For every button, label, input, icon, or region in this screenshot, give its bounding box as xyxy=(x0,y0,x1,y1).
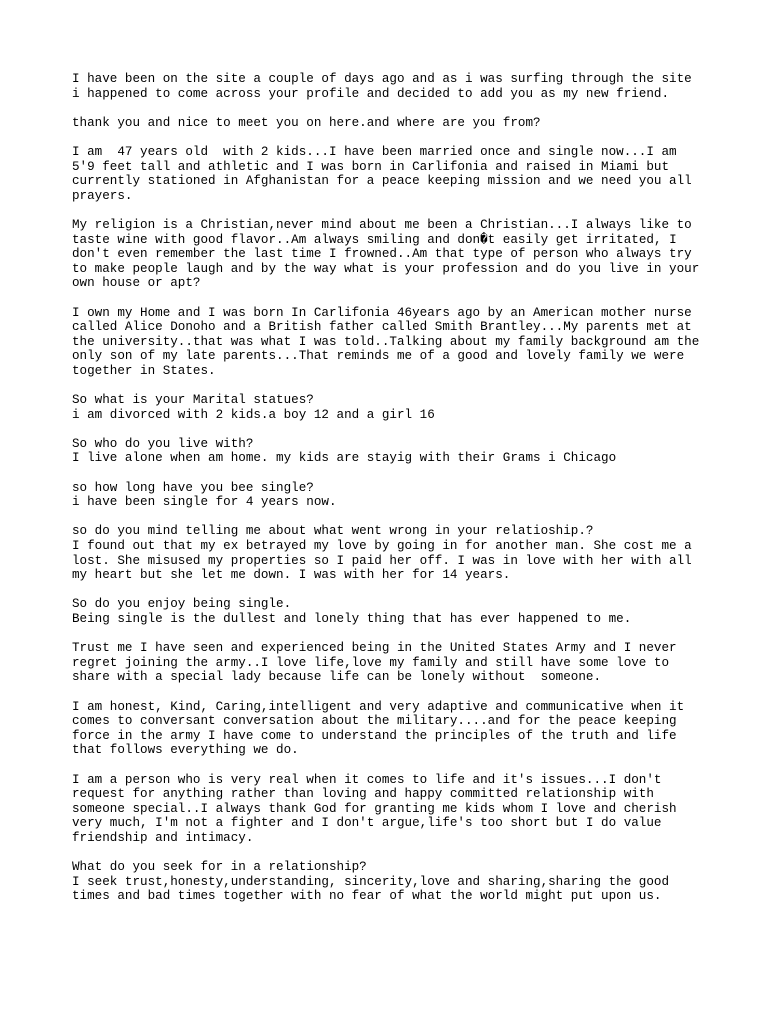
text-line: force in the army I have come to understand the principles of the truth and life xyxy=(72,728,677,743)
paragraph xyxy=(72,306,712,379)
text-line: lost. She misused my properties so I paid her off. I was in love with her with all xyxy=(72,553,692,568)
text-line: I am 47 years old with 2 kids...I have been married once and single now...I am xyxy=(72,144,677,159)
text-line: so how long have you bee single? xyxy=(72,480,314,495)
text-line: prayers. xyxy=(72,188,133,203)
text-line: So what is your Marital statues? xyxy=(72,393,314,408)
paragraph xyxy=(72,860,712,904)
text-line: currently stationed in Afghanistan for a peace keeping mission and we need you all xyxy=(72,174,692,189)
text-line: i happened to come across your profile and decided to add you as my new friend. xyxy=(72,86,670,101)
text-line: i have been single for 4 years now. xyxy=(72,495,337,510)
text-line: the university..that was what I was told..Talking about my family background am the xyxy=(72,334,700,349)
text-line: So do you enjoy being single. xyxy=(72,597,292,612)
paragraph xyxy=(72,773,712,846)
paragraph xyxy=(72,481,712,510)
text-line: together in States. xyxy=(72,363,216,378)
text-line: What do you seek for in a relationship? xyxy=(72,860,367,875)
paragraph xyxy=(72,393,712,422)
text-line: friendship and intimacy. xyxy=(72,830,254,845)
text-line: 5'9 feet tall and athletic and I was born in Carlifonia and raised in Miami but xyxy=(72,159,670,174)
text-line: taste wine with good flavor..Am always smiling and don�t easily get irritated, I xyxy=(72,232,677,247)
text-line: regret joining the army..I love life,love my family and still have some love to xyxy=(72,655,670,670)
paragraph xyxy=(72,145,712,203)
text-line: very much, I'm not a fighter and I don't argue,life's too short but I do value xyxy=(72,816,662,831)
paragraph xyxy=(72,700,712,758)
text-line: to make people laugh and by the way what is your profession and do you live in your xyxy=(72,261,700,276)
text-line: request for anything rather than loving and happy committed relationship with xyxy=(72,787,654,802)
text-line: thank you and nice to meet you on here.and where are you from? xyxy=(72,115,541,130)
text-line: So who do you live with? xyxy=(72,436,254,451)
text-line: comes to conversant conversation about the military....and for the peace keeping xyxy=(72,714,677,729)
text-line: I have been on the site a couple of days ago and as i was surfing through the site xyxy=(72,72,692,86)
text-line: so do you mind telling me about what went wrong in your relatioship.? xyxy=(72,524,594,539)
text-line: I seek trust,honesty,understanding, sincerity,love and sharing,sharing the good xyxy=(72,874,670,889)
paragraph xyxy=(72,218,712,291)
text-line: own house or apt? xyxy=(72,276,201,291)
paragraph xyxy=(72,437,712,466)
text-line: Being single is the dullest and lonely thing that has ever happened to me. xyxy=(72,611,632,626)
text-line: I found out that my ex betrayed my love by going in for another man. She cost me a xyxy=(72,539,692,553)
text-line: only son of my late parents...That reminds me of a good and lovely family we were xyxy=(72,349,685,364)
text-line: i am divorced with 2 kids.a boy 12 and a girl 16 xyxy=(72,407,435,422)
text-line: My religion is a Christian,never mind about me been a Christian...I always like to xyxy=(72,217,692,232)
text-line: I am a person who is very real when it comes to life and it's issues...I don't xyxy=(72,772,662,787)
text-line: I live alone when am home. my kids are stayig with their Grams i Chicago xyxy=(72,451,617,466)
text-line: that follows everything we do. xyxy=(72,743,299,758)
paragraph xyxy=(72,116,712,131)
text-line: times and bad times together with no fear of what the world might put upon us. xyxy=(72,889,662,904)
paragraph xyxy=(72,641,712,685)
paragraph xyxy=(72,597,712,626)
text-line: someone special..I always thank God for granting me kids whom I love and cherish xyxy=(72,801,677,816)
document-body xyxy=(72,72,712,918)
text-line: my heart but she let me down. I was with her for 14 years. xyxy=(72,568,511,583)
text-line: I own my Home and I was born In Carlifonia 46years ago by an American mother nurse xyxy=(72,305,692,320)
text-line: don't even remember the last time I frowned..Am that type of person who always try xyxy=(72,247,692,262)
text-line: I am honest, Kind, Caring,intelligent and very adaptive and communicative when it xyxy=(72,699,685,714)
paragraph xyxy=(72,72,712,101)
text-line: share with a special lady because life can be lonely without someone. xyxy=(72,670,602,685)
paragraph xyxy=(72,524,712,582)
text-line: Trust me I have seen and experienced being in the United States Army and I never xyxy=(72,641,677,656)
text-line: called Alice Donoho and a British father called Smith Brantley...My parents met at xyxy=(72,320,692,335)
